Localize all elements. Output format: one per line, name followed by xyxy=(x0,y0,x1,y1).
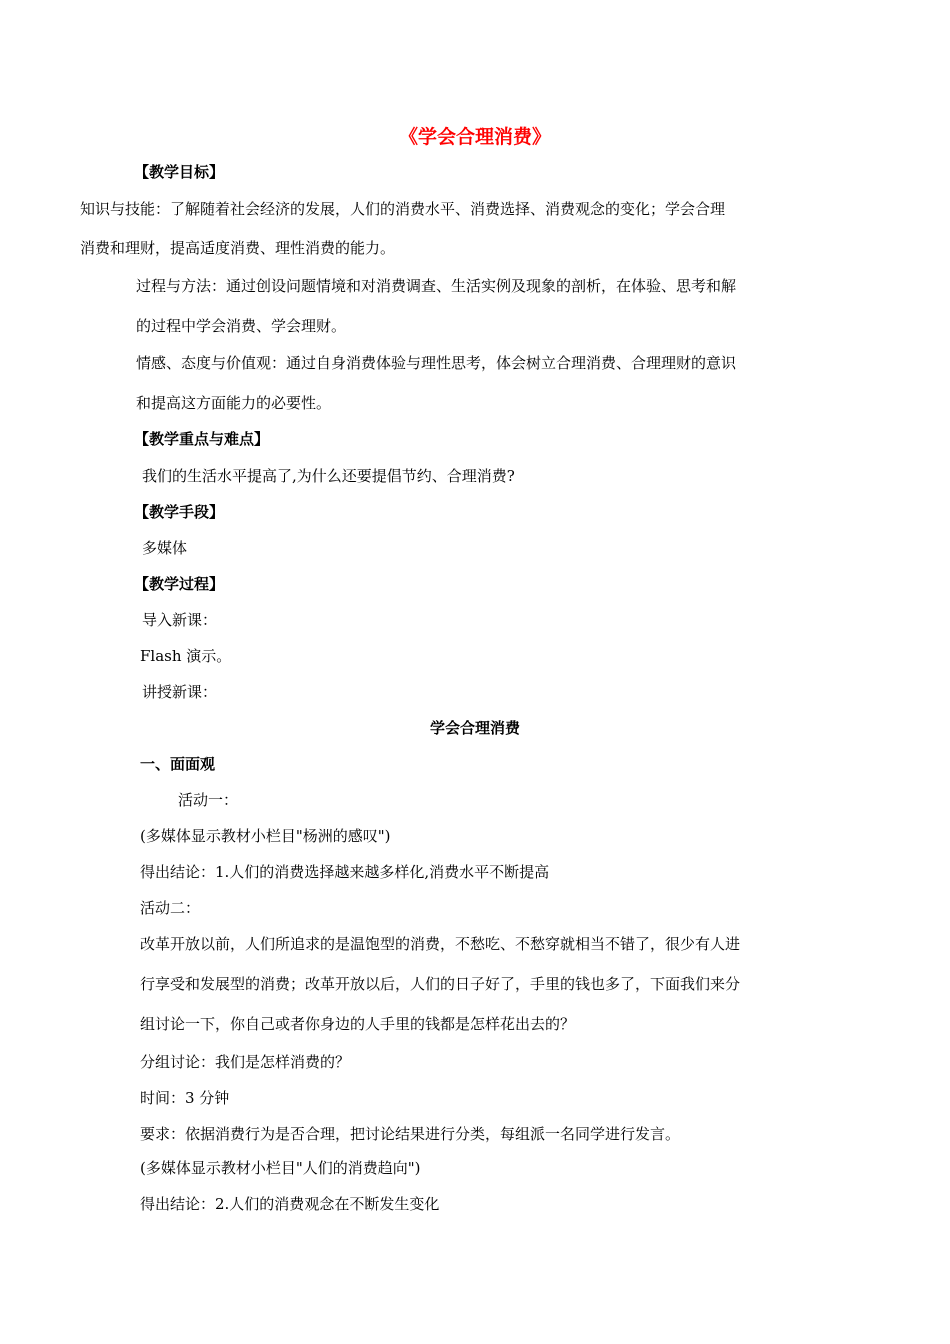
activity-1-label: 活动一： xyxy=(178,791,239,809)
lesson-title: 学会合理消费 xyxy=(429,719,520,737)
means-heading: 【教学手段】 xyxy=(134,503,225,521)
section-1-heading: 一、面面观 xyxy=(140,755,216,773)
requirement-text: 要求：依据消费行为是否合理，把讨论结果进行分类，每组派一名同学进行发言。 xyxy=(140,1125,681,1143)
emotion-line-1: 情感、态度与价值观：通过自身消费体验与理性思考，体会树立合理消费、合理理财的意识 xyxy=(136,354,737,372)
flash-text: Flash 演示。 xyxy=(140,647,232,665)
objectives-heading: 【教学目标】 xyxy=(134,163,225,181)
emotion-line-2: 和提高这方面能力的必要性。 xyxy=(136,394,332,412)
process-method-line-2: 的过程中学会消费、学会理财。 xyxy=(136,317,347,335)
knowledge-line-1: 知识与技能：了解随着社会经济的发展，人们的消费水平、消费选择、消费观念的变化；学会合理 xyxy=(80,200,726,218)
paragraph-line-3: 组讨论一下，你自己或者你身边的人手里的钱都是怎样花出去的？ xyxy=(140,1015,576,1033)
process-method-line-1: 过程与方法：通过创设问题情境和对消费调查、生活实例及现象的剖析，在体验、思考和解 xyxy=(136,277,737,295)
key-points-text: 我们的生活水平提高了,为什么还要提倡节约、合理消费? xyxy=(142,467,515,485)
group-discussion: 分组讨论：我们是怎样消费的？ xyxy=(140,1053,351,1071)
paragraph-line-1: 改革开放以前，人们所追求的是温饱型的消费，不愁吃、不愁穿就相当不错了，很少有人进 xyxy=(140,935,741,953)
key-points-heading: 【教学重点与难点】 xyxy=(134,430,270,448)
time-text: 时间：3 分钟 xyxy=(140,1089,230,1107)
conclusion-2: 得出结论：2.人们的消费观念在不断发生变化 xyxy=(140,1195,440,1213)
process-heading: 【教学过程】 xyxy=(134,575,225,593)
means-text: 多媒体 xyxy=(142,539,188,557)
knowledge-line-2: 消费和理财，提高适度消费、理性消费的能力。 xyxy=(80,239,396,257)
activity-2-label: 活动二： xyxy=(140,899,201,917)
document-title: 《学会合理消费》 xyxy=(398,126,551,148)
lecture-text: 讲授新课： xyxy=(142,683,218,701)
media-note-2: (多媒体显示教材小栏目"人们的消费趋向") xyxy=(140,1159,421,1177)
media-note-1: (多媒体显示教材小栏目"杨洲的感叹") xyxy=(140,827,391,845)
intro-text: 导入新课： xyxy=(142,611,218,629)
conclusion-1: 得出结论：1.人们的消费选择越来越多样化,消费水平不断提高 xyxy=(140,863,550,881)
paragraph-line-2: 行享受和发展型的消费；改革开放以后，人们的日子好了，手里的钱也多了，下面我们来分 xyxy=(140,975,741,993)
